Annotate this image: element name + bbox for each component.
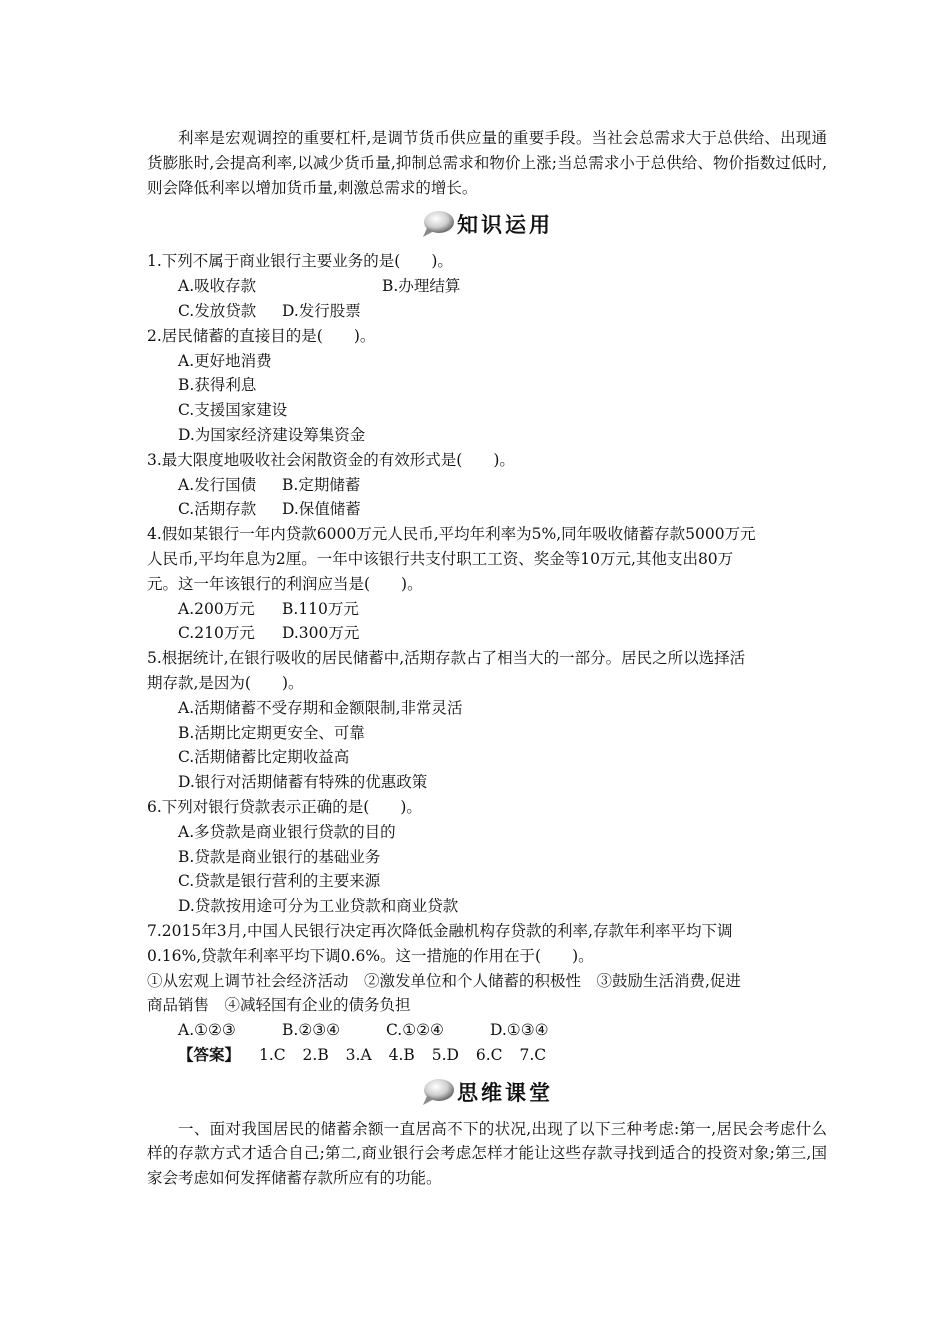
question-stem: 4.假如某银行一年内贷款6000万元人民币,平均年利率为5%,同年吸收储蓄存款5000万元	[147, 525, 756, 544]
option: A.吸收存款	[178, 277, 257, 296]
question-stem: 1.下列不属于商业银行主要业务的是( )。	[147, 252, 453, 271]
question-stem: 2.居民储蓄的直接目的是( )。	[147, 326, 376, 345]
question-stem: 6.下列对银行贷款表示正确的是( )。	[147, 797, 422, 816]
question-stem: 期存款,是因为( )。	[147, 673, 304, 692]
option-row	[147, 274, 827, 299]
option: C.发放贷款	[178, 301, 257, 320]
option: D.为国家经济建设筹集资金	[178, 425, 366, 444]
option: B.办理结算	[382, 277, 461, 296]
option-row	[147, 621, 827, 646]
question-stem: 7.2015年3月,中国人民银行决定再次降低金融机构存贷款的利率,存款年利率平均下调	[147, 921, 733, 940]
question-stem: 3.最大限度地吸收社会闲散资金的有效形式是( )。	[147, 450, 515, 469]
option: C.210万元	[178, 624, 255, 643]
closing-paragraph: 一、面对我国居民的储蓄余额一直居高不下的状况,出现了以下三种考虑:第一,居民会考虑什么样的存款方式才适合自己;第二,商业银行会考虑怎样才能让这些存款寻找到适合的投资对象;第三,国家会考虑如何发挥储蓄存款所应有的功能。	[147, 1119, 827, 1188]
option: D.保值储蓄	[282, 500, 361, 519]
option-row	[147, 473, 827, 498]
question-stem: 0.16%,贷款年利率平均下调0.6%。这一措施的作用在于( )。	[147, 946, 594, 965]
speech-bubble-icon	[421, 1077, 455, 1107]
answer-item: 4.B	[388, 1045, 415, 1064]
option: A.200万元	[178, 599, 255, 618]
option: A.更好地消费	[178, 351, 272, 370]
option: B.活期比定期更安全、可靠	[178, 723, 365, 742]
option-row	[147, 497, 827, 522]
section-heading-thinking	[147, 1070, 827, 1114]
option: A.①②③	[178, 1021, 236, 1040]
answer-item: 7.C	[519, 1045, 547, 1064]
option: B.110万元	[282, 599, 359, 618]
answer-label: 【答案】	[178, 1044, 241, 1064]
option: C.活期储蓄比定期收益高	[178, 748, 350, 767]
answer-item: 5.D	[431, 1045, 459, 1064]
intro-paragraph: 利率是宏观调控的重要杠杆,是调节货币供应量的重要手段。当社会总需求大于总供给、出现通货膨胀时,会提高利率,以减少货币量,抑制总需求和物价上涨;当总需求小于总供给、物价指数过低时,则会降低利率以增加货币量,刺激总需求的增长。	[147, 129, 827, 197]
option: A.发行国债	[178, 475, 257, 494]
option: A.活期储蓄不受存期和金额限制,非常灵活	[178, 698, 463, 717]
answer-item: 2.B	[302, 1045, 329, 1064]
speech-bubble-icon	[421, 209, 455, 239]
option: C.活期存款	[178, 500, 257, 519]
section-title: 思维课堂	[457, 1080, 553, 1105]
document-page	[147, 126, 827, 1191]
option: D.①③④	[490, 1021, 549, 1040]
option: D.发行股票	[282, 301, 361, 320]
option: C.①②④	[386, 1021, 444, 1040]
option-row	[147, 1018, 827, 1043]
option: D.贷款按用途可分为工业贷款和商业贷款	[178, 897, 459, 916]
answer-item: 6.C	[475, 1045, 503, 1064]
option: B.贷款是商业银行的基础业务	[178, 847, 381, 866]
answer-line	[147, 1043, 827, 1068]
option-row	[147, 597, 827, 622]
option: D.银行对活期储蓄有特殊的优惠政策	[178, 773, 428, 792]
answer-item: 3.A	[345, 1045, 372, 1064]
option: B.②③④	[282, 1021, 341, 1040]
option: C.支援国家建设	[178, 401, 288, 420]
answer-items	[259, 1046, 558, 1064]
answer-item: 1.C	[258, 1045, 286, 1064]
question-stem: 5.根据统计,在银行吸收的居民储蓄中,活期存款占了相当大的一部分。居民之所以选择活	[147, 649, 746, 668]
option: D.300万元	[282, 624, 360, 643]
question-stem: 人民币,平均年息为2厘。一年中该银行共支付职工工资、奖金等10万元,其他支出80万	[147, 549, 734, 568]
section-heading-knowledge	[147, 202, 827, 246]
option: B.定期储蓄	[282, 475, 361, 494]
question-stem: 元。这一年该银行的利润应当是( )。	[147, 574, 423, 593]
section-title: 知识运用	[457, 213, 553, 238]
option: B.获得利息	[178, 376, 257, 395]
statement-line: ①从宏观上调节社会经济活动 ②激发单位和个人储蓄的积极性 ③鼓励生活消费,促进	[147, 971, 741, 990]
option-row	[147, 299, 827, 324]
option: A.多贷款是商业银行贷款的目的	[178, 822, 396, 841]
option: C.贷款是银行营利的主要来源	[178, 872, 381, 891]
statement-line: 商品销售 ④减轻国有企业的债务负担	[147, 996, 411, 1015]
